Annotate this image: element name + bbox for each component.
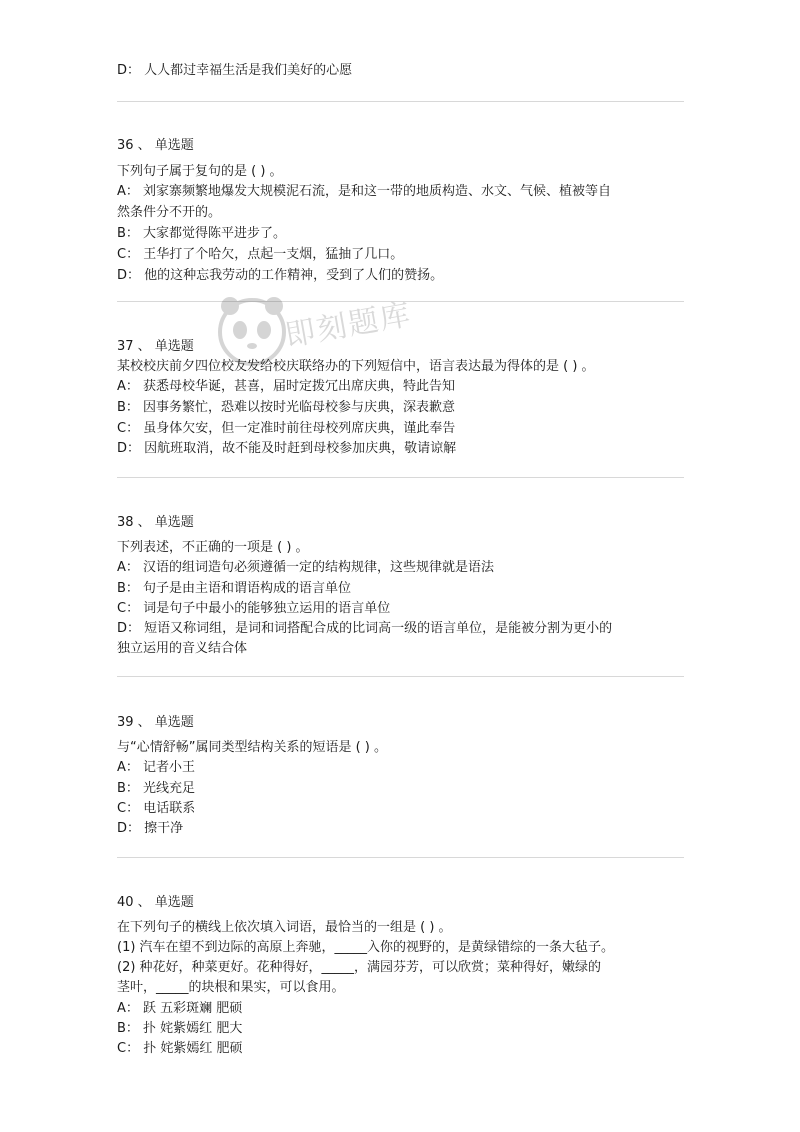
divider <box>117 857 684 858</box>
question-36-stem: 下列句子属于复句的是 ( ) 。 <box>117 164 283 179</box>
question-38-option-d: D： 短语又称词组，是词和词搭配合成的比词高一级的语言单位，是能被分割为更小的 <box>117 621 613 636</box>
watermark-text: 即刻题库 <box>282 297 415 354</box>
question-36-option-a-cont: 然条件分不开的。 <box>117 205 222 220</box>
question-37-option-b: B： 因事务繁忙，恐难以按时光临母校参与庆典，深表歉意 <box>117 400 456 415</box>
question-39-option-a: A： 记者小王 <box>117 760 196 775</box>
question-38-header: 38 、 单选题 <box>117 515 194 530</box>
question-40-stem: 在下列句子的横线上依次填入词语，最恰当的一组是 ( ) 。 <box>117 920 452 935</box>
question-36-header: 36 、 单选题 <box>117 138 194 153</box>
question-40-sentence-2-cont: 茎叶，_____的块根和果实，可以食用。 <box>117 980 345 995</box>
question-39-stem: 与“心情舒畅”属同类型结构关系的短语是 ( ) 。 <box>117 740 388 755</box>
question-40-option-c: C： 扑 姹紫嫣红 肥硕 <box>117 1041 243 1056</box>
question-39-option-c: C： 电话联系 <box>117 801 196 816</box>
question-37-header: 37 、 单选题 <box>117 339 194 354</box>
question-37-option-a: A： 获悉母校华诞，甚喜，届时定拨冗出席庆典，特此告知 <box>117 379 456 394</box>
question-38-stem: 下列表述，不正确的一项是 ( ) 。 <box>117 540 309 555</box>
question-40-header: 40 、 单选题 <box>117 895 194 910</box>
question-38-option-c: C： 词是句子中最小的能够独立运用的语言单位 <box>117 601 391 616</box>
question-36-option-c: C： 王华打了个哈欠，点起一支烟，猛抽了几口。 <box>117 247 404 262</box>
question-40-option-b: B： 扑 姹紫嫣红 肥大 <box>117 1021 243 1036</box>
question-38-option-b: B： 句子是由主语和谓语构成的语言单位 <box>117 581 352 596</box>
divider <box>117 301 684 302</box>
question-39-option-d: D： 擦干净 <box>117 821 184 836</box>
question-40-sentence-2: (2) 种花好，种菜更好。花种得好，_____，满园芬芳，可以欣赏；菜种得好，嫩绿的 <box>117 960 602 975</box>
question-40-sentence-1: (1) 汽车在望不到边际的高原上奔驰，_____入你的视野的，是黄绿错综的一条大毡子。 <box>117 940 615 955</box>
divider <box>117 477 684 478</box>
divider <box>117 676 684 677</box>
question-38-option-a: A： 汉语的组词造句必须遵循一定的结构规律，这些规律就是语法 <box>117 560 495 575</box>
question-36-option-a: A： 刘家寨频繁地爆发大规模泥石流，是和这一带的地质构造、水文、气候、植被等自 <box>117 184 612 199</box>
question-36-option-b: B： 大家都觉得陈平进步了。 <box>117 226 287 241</box>
question-38-option-d-cont: 独立运用的音义结合体 <box>117 641 248 656</box>
question-39-option-b: B： 光线充足 <box>117 781 196 796</box>
question-39-header: 39 、 单选题 <box>117 715 194 730</box>
question-40-option-a: A： 跃 五彩斑斓 肥硕 <box>117 1001 243 1016</box>
question-37-stem: 某校校庆前夕四位校友发给校庆联络办的下列短信中，语言表达最为得体的是 ( ) 。 <box>117 359 595 374</box>
prev-option-d: D： 人人都过幸福生活是我们美好的心愿 <box>117 63 353 78</box>
question-36-option-d: D： 他的这种忘我劳动的工作精神，受到了人们的赞扬。 <box>117 268 444 283</box>
divider <box>117 101 684 102</box>
question-37-option-d: D： 因航班取消，故不能及时赶到母校参加庆典，敬请谅解 <box>117 441 457 456</box>
question-37-option-c: C： 虽身体欠安，但一定准时前往母校列席庆典，谨此奉告 <box>117 421 456 436</box>
